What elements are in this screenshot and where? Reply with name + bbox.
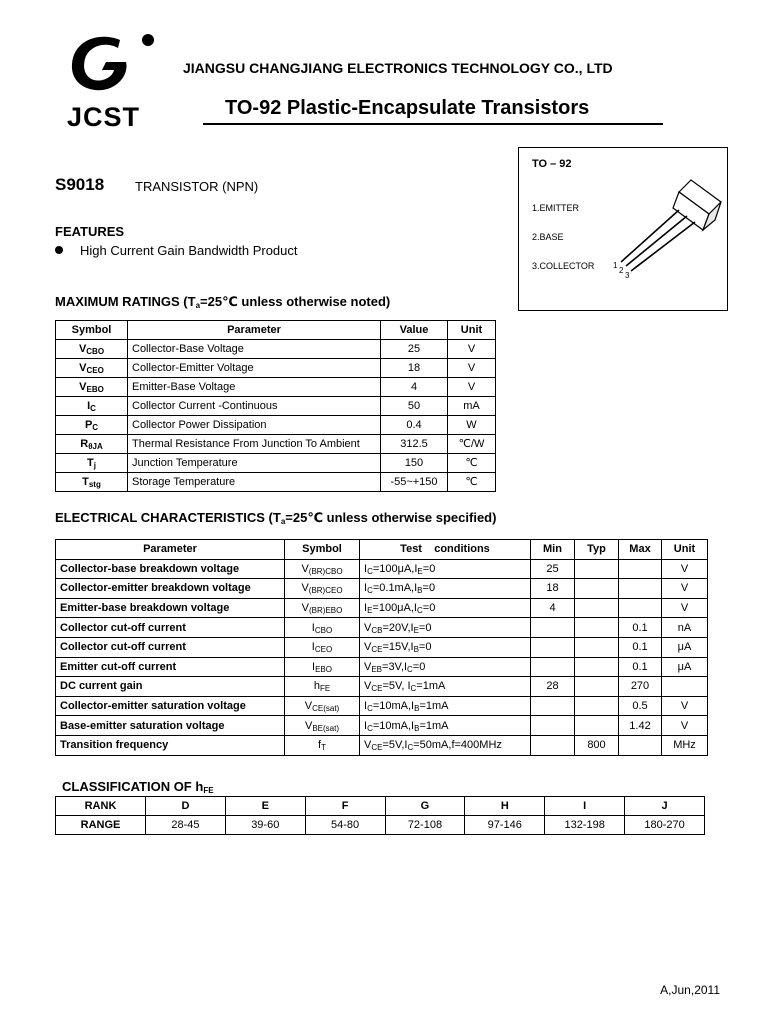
- features-heading: FEATURES: [55, 224, 125, 239]
- range-label: RANGE: [56, 816, 146, 835]
- rank-cell: I: [545, 797, 625, 816]
- column-header: Symbol: [285, 540, 360, 560]
- table-row: [56, 454, 496, 473]
- test-condition-cell: $V_{EB}=3V,I_C=0$: [360, 657, 531, 677]
- parameter-cell: Emitter-base breakdown voltage: [56, 598, 285, 618]
- table-row: [56, 435, 496, 454]
- parameter-cell: Junction Temperature: [128, 454, 381, 473]
- min-cell: [531, 637, 575, 657]
- symbol-cell: $I_{CEO}$: [285, 637, 360, 657]
- table-header-row: [56, 540, 708, 560]
- parameter-cell: Transition frequency: [56, 735, 285, 755]
- range-cell: 28-45: [146, 816, 226, 835]
- table-row: [56, 696, 708, 716]
- unit-cell: ℃/W: [448, 435, 496, 454]
- parameter-cell: Base-emitter saturation voltage: [56, 716, 285, 736]
- table-row: [56, 559, 708, 579]
- test-condition-cell: $V_{CE}=5V$, $I_C=1mA$: [360, 677, 531, 697]
- parameter-cell: Thermal Resistance From Junction To Ambient: [128, 435, 381, 454]
- typ-cell: 800: [575, 735, 619, 755]
- typ-cell: [575, 716, 619, 736]
- parameter-cell: Collector-emitter saturation voltage: [56, 696, 285, 716]
- rank-cell: F: [305, 797, 385, 816]
- range-row: [56, 816, 705, 835]
- table-row: [56, 397, 496, 416]
- max-cell: 0.1: [619, 657, 662, 677]
- unit-cell: μA: [662, 637, 708, 657]
- symbol-cell: $f_T$: [285, 735, 360, 755]
- table-header-row: [56, 321, 496, 340]
- unit-cell: mA: [448, 397, 496, 416]
- column-header: Value: [381, 321, 448, 340]
- rank-cell: E: [225, 797, 305, 816]
- brand-name: JCST: [67, 102, 141, 132]
- max-cell: 0.1: [619, 637, 662, 657]
- column-header: Min: [531, 540, 575, 560]
- table-row: [56, 473, 496, 492]
- value-cell: 25: [381, 340, 448, 359]
- unit-cell: ℃: [448, 454, 496, 473]
- hfe-classification-table: [55, 796, 705, 835]
- symbol-cell: $h_{FE}$: [285, 677, 360, 697]
- ratings-heading: MAXIMUM RATINGS ($T_a=25℃$ unless otherwise noted): [55, 294, 391, 310]
- table-row: [56, 416, 496, 435]
- parameter-cell: Collector cut-off current: [56, 618, 285, 638]
- unit-cell: V: [662, 579, 708, 599]
- unit-cell: nA: [662, 618, 708, 638]
- table-row: [56, 618, 708, 638]
- column-header: Parameter: [128, 321, 381, 340]
- test-condition-cell: $I_C=0.1mA,I_B=0$: [360, 579, 531, 599]
- typ-cell: [575, 677, 619, 697]
- symbol-cell: $I_{CBO}$: [285, 618, 360, 638]
- unit-cell: V: [448, 340, 496, 359]
- min-cell: [531, 618, 575, 638]
- jcst-logo-icon: [62, 30, 158, 100]
- pin-number-1: 1: [613, 261, 618, 270]
- unit-cell: V: [662, 716, 708, 736]
- min-cell: 4: [531, 598, 575, 618]
- rank-cell: H: [465, 797, 545, 816]
- column-header: Unit: [448, 321, 496, 340]
- max-cell: [619, 559, 662, 579]
- value-cell: 0.4: [381, 416, 448, 435]
- typ-cell: [575, 637, 619, 657]
- table-row: [56, 657, 708, 677]
- maximum-ratings-table: [55, 320, 496, 492]
- rank-label: RANK: [56, 797, 146, 816]
- min-cell: 28: [531, 677, 575, 697]
- max-cell: 0.1: [619, 618, 662, 638]
- value-cell: 50: [381, 397, 448, 416]
- pin-number-3: 3: [625, 271, 630, 280]
- pin-collector-label: 3.COLLECTOR: [532, 261, 595, 271]
- parameter-cell: Collector Current -Continuous: [128, 397, 381, 416]
- unit-cell: V: [448, 359, 496, 378]
- part-number: S9018: [55, 175, 105, 194]
- table-row: [56, 735, 708, 755]
- symbol-cell: $V_{EBO}$: [56, 378, 128, 397]
- unit-cell: [662, 677, 708, 697]
- range-cell: 54-80: [305, 816, 385, 835]
- value-cell: -55~+150: [381, 473, 448, 492]
- parameter-cell: Storage Temperature: [128, 473, 381, 492]
- test-condition-cell: $V_{CE}=5V,I_C=50mA,f=400MHz$: [360, 735, 531, 755]
- table-row: [56, 598, 708, 618]
- symbol-cell: $T_{stg}$: [56, 473, 128, 492]
- max-cell: [619, 598, 662, 618]
- unit-cell: μA: [662, 657, 708, 677]
- pin-base-label: 2.BASE: [532, 232, 564, 242]
- document-title: TO-92 Plastic-Encapsulate Transistors: [225, 97, 590, 119]
- revision-date: A,Jun,2011: [660, 983, 720, 997]
- symbol-cell: $V_{CBO}$: [56, 340, 128, 359]
- symbol-cell: $R_{\theta JA}$: [56, 435, 128, 454]
- min-cell: [531, 696, 575, 716]
- column-header: Typ: [575, 540, 619, 560]
- electrical-characteristics-table: [55, 539, 708, 756]
- feature-text: High Current Gain Bandwidth Product: [80, 243, 298, 258]
- min-cell: [531, 657, 575, 677]
- parameter-cell: Collector-Emitter Voltage: [128, 359, 381, 378]
- column-header: Symbol: [56, 321, 128, 340]
- package-name: TO – 92: [532, 158, 572, 170]
- value-cell: 18: [381, 359, 448, 378]
- max-cell: 0.5: [619, 696, 662, 716]
- test-condition-cell: $V_{CE}=15V,I_B=0$: [360, 637, 531, 657]
- parameter-cell: Emitter cut-off current: [56, 657, 285, 677]
- pin-number-2: 2: [619, 266, 624, 275]
- range-cell: 72-108: [385, 816, 465, 835]
- table-row: [56, 359, 496, 378]
- column-header: Max: [619, 540, 662, 560]
- unit-cell: V: [448, 378, 496, 397]
- rank-cell: G: [385, 797, 465, 816]
- unit-cell: W: [448, 416, 496, 435]
- title-underline: [203, 123, 663, 125]
- parameter-cell: Collector-emitter breakdown voltage: [56, 579, 285, 599]
- parameter-cell: Collector Power Dissipation: [128, 416, 381, 435]
- parameter-cell: Collector-base breakdown voltage: [56, 559, 285, 579]
- symbol-cell: $I_C$: [56, 397, 128, 416]
- min-cell: 25: [531, 559, 575, 579]
- range-cell: 97-146: [465, 816, 545, 835]
- symbol-cell: $V_{CE(sat)}$: [285, 696, 360, 716]
- symbol-cell: $V_{(BR)CBO}$: [285, 559, 360, 579]
- typ-cell: [575, 618, 619, 638]
- parameter-cell: Collector cut-off current: [56, 637, 285, 657]
- rank-cell: D: [146, 797, 226, 816]
- test-condition-cell: $I_C=100\mu A,I_E=0$: [360, 559, 531, 579]
- feature-item: [55, 243, 298, 258]
- typ-cell: [575, 559, 619, 579]
- range-cell: 132-198: [545, 816, 625, 835]
- range-cell: 39-60: [225, 816, 305, 835]
- part-description: TRANSISTOR (NPN): [135, 179, 259, 194]
- value-cell: 312.5: [381, 435, 448, 454]
- table-row: [56, 677, 708, 697]
- company-name: JIANGSU CHANGJIANG ELECTRONICS TECHNOLOGY CO., LTD: [183, 60, 613, 76]
- column-header: Test conditions: [360, 540, 531, 560]
- symbol-cell: $I_{EBO}$: [285, 657, 360, 677]
- symbol-cell: $V_{(BR)EBO}$: [285, 598, 360, 618]
- typ-cell: [575, 657, 619, 677]
- unit-cell: V: [662, 696, 708, 716]
- min-cell: [531, 735, 575, 755]
- max-cell: 270: [619, 677, 662, 697]
- max-cell: 1.42: [619, 716, 662, 736]
- symbol-cell: $V_{BE(sat)}$: [285, 716, 360, 736]
- package-box: [518, 147, 728, 311]
- table-row: [56, 378, 496, 397]
- max-cell: [619, 735, 662, 755]
- table-row: [56, 637, 708, 657]
- column-header: Parameter: [56, 540, 285, 560]
- unit-cell: MHz: [662, 735, 708, 755]
- max-cell: [619, 579, 662, 599]
- symbol-cell: $T_j$: [56, 454, 128, 473]
- electrical-heading: ELECTRICAL CHARACTERISTICS ($T_a=25℃$ unless otherwise specified): [55, 510, 497, 526]
- min-cell: [531, 716, 575, 736]
- test-condition-cell: $I_E=100\mu A,I_C=0$: [360, 598, 531, 618]
- typ-cell: [575, 598, 619, 618]
- value-cell: 4: [381, 378, 448, 397]
- classification-heading: CLASSIFICATION OF $h_{FE}$: [62, 779, 214, 795]
- test-condition-cell: $V_{CB}=20V,I_E=0$: [360, 618, 531, 638]
- unit-cell: V: [662, 598, 708, 618]
- bullet-icon: [55, 246, 63, 254]
- symbol-cell: $V_{CEO}$: [56, 359, 128, 378]
- parameter-cell: DC current gain: [56, 677, 285, 697]
- parameter-cell: Collector-Base Voltage: [128, 340, 381, 359]
- rank-row: [56, 797, 705, 816]
- symbol-cell: $V_{(BR)CEO}$: [285, 579, 360, 599]
- min-cell: 18: [531, 579, 575, 599]
- range-cell: 180-270: [625, 816, 705, 835]
- value-cell: 150: [381, 454, 448, 473]
- table-row: [56, 340, 496, 359]
- unit-cell: ℃: [448, 473, 496, 492]
- table-row: [56, 579, 708, 599]
- pin-emitter-label: 1.EMITTER: [532, 203, 580, 213]
- table-row: [56, 716, 708, 736]
- test-condition-cell: $I_C=10mA,I_B=1mA$: [360, 696, 531, 716]
- typ-cell: [575, 696, 619, 716]
- unit-cell: V: [662, 559, 708, 579]
- parameter-cell: Emitter-Base Voltage: [128, 378, 381, 397]
- rank-cell: J: [625, 797, 705, 816]
- symbol-cell: $P_C$: [56, 416, 128, 435]
- to92-package-icon: [607, 176, 725, 280]
- typ-cell: [575, 579, 619, 599]
- column-header: Unit: [662, 540, 708, 560]
- test-condition-cell: $I_C=10mA,I_B=1mA$: [360, 716, 531, 736]
